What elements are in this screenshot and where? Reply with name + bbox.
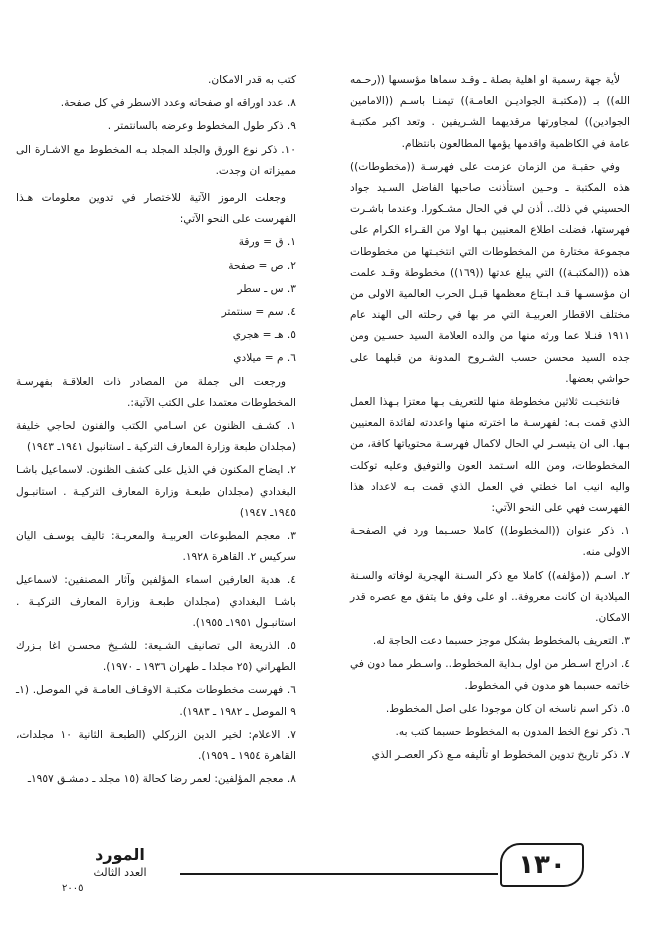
symbol-item: ٦. م = ميلادي	[233, 352, 296, 365]
page-number: ١٣٠	[500, 843, 584, 887]
symbol-item: ٤. سم = سنتمتر	[221, 306, 296, 319]
paragraph-intro: لأية جهة رسمية او اهلية بصلة ـ وقـد سماها مؤسسها ((رحـمه الله)) بـ ((مكتبـة الجواديـن العامـة)) تيمنـا باسـم ((الامامين الجوادين)) لمجاورتها مرقديهما الشـريفين . وتعد اكبر مكتبـة عامة في الكاظمية واقدمها يؤمها المطالعون بانتظام.	[350, 74, 630, 150]
paragraph-selection: فانتخبـت ثلاثين مخطوطة منها للتعريف بـها معتزا بـهذا العمل الذي قمت بـه: لفهرسـة ما اخترته منها واعددته لفائدة المعنيين بـها. الى ان يتيسـر لي الحال لاكمال فهرسـة محتوياتها كافة، من المخطوطات، ومن الله اسـتمد العون والتوفيق وعليه توكلت واليه انيب اما خطتي في العمل الذي قمت بـه لاعداد هذا الفهرست فهي على النحو الآتي:	[350, 396, 630, 515]
paragraph-sources: ورجعت الى جملة من المصادر ذات العلاقـة بفهرسـة المخطوطات معتمدا على الكتب الآتية:.	[16, 375, 296, 409]
paragraph-symbols: وجعلت الرموز الآتية للاختصار في تدوين معلومات هـذا الفهرست على النحو الآتي:	[16, 192, 296, 226]
page-footer	[0, 835, 661, 905]
symbol-item: ١. ق = ورقة	[238, 236, 296, 249]
source-item: ٢. ايضاح المكنون في الذيل على كشف الظنون. لاسماعيل باشـا البغدادي (مجلدان طبعـة وزارة المعارف التركيـة . استانبـول ١٩٤٥ـ ١٩٤٧)	[16, 464, 296, 519]
source-item: ٤. هدية العارفين اسماء المؤلفين وآثار المصنفين: لاسماعيل باشـا البغدادي (مجلدان طبعـة وزارة المعارف التركيـة . استانبـول ١٩٥١ـ ١٩٥٥).	[16, 574, 296, 629]
method-item: ٥. ذكر اسم ناسخه ان كان موجودا على اصل المخطوط.	[385, 702, 630, 715]
journal-year: ٢٠٠٥	[62, 883, 84, 894]
journal-issue: العدد الثالث	[93, 866, 147, 879]
left-column	[16, 70, 296, 793]
method-item: ١. ذكر عنوان ((المخطوط)) كاملا حسـبما ورد في الصفحـة الاولى منه.	[350, 525, 630, 559]
right-column	[350, 70, 630, 769]
method-item: ٦. ذكر نوع الخط المدون به المخطوط حسبما كتب به.	[395, 726, 630, 739]
source-item: ٨. معجم المؤلفين: لعمر رضا كحالة (١٥ مجلد ـ دمشـق ١٩٥٧ـ	[27, 773, 296, 786]
footer-rule	[180, 873, 498, 875]
method-item: ١٠. ذكر نوع الورق والجلد المجلد بـه المخطوط مع الاشـارة الى مميزاته ان وجدت.	[16, 143, 296, 177]
journal-name: المورد	[95, 845, 145, 864]
paragraph-cataloguing: وفي حقبـة من الزمان عزمت على فهرسـة ((مخطوطات)) هذه المكتبة ـ وحـين استأذنت صاحبها الفاضل السـيد جواد الحسيني في ذلك.. أذن لي في الحال مشـكورا. وعندما باشـرت فهرستها، فضلت اطلاع المعنيين بـها اولا من القـراء الكرام على مجموعة مختارة من المخطوطات التي انتخبـتها من مخطوطات هذه ((المكتبـة)) التي يبلغ عدتها ((١٦٩)) مخطوطة وقـد علمت ان مؤسسـها قـد ابـتاع معظمها قبـل الحرب العالمية الاولى من مختلف الاقطار العربيـة التي مر بها في رحلته الى الهند عام ١٩١١ فنـلا عما ورثه منها من والده العلامة السيد حسـين ومن جده السيد محسن حسب الشـروح المدونة من قبلهما على حواشي بعضها.	[350, 160, 630, 385]
source-item: ٦. فهرست مخطوطات مكتبـة الاوقـاف العامـة في الموصل. (١ـ ٩ الموصل ـ ١٩٨٢ ـ ١٩٨٣).	[16, 684, 296, 718]
symbol-item: ٥. هـ = هجري	[232, 329, 296, 342]
symbol-item: ٢. ص = صفحة	[228, 259, 296, 272]
symbol-item: ٣. س ـ سطر	[237, 282, 296, 295]
source-item: ١. كشـف الظنون عن اسـامي الكتب والفنون لحاجي خليفة (مجلدان طبعة وزارة المعارف التركية ـ استانبول ١٩٤١ـ ١٩٤٣)	[16, 420, 296, 454]
source-item: ٣. معجم المطبوعات العربيـة والمعربـة: تاليف يوسـف اليان سركيس ٢. القاهرة ١٩٢٨.	[16, 530, 296, 564]
source-item: ٧. الاعلام: لخير الدين الزركلي (الطبعـة الثانية ١٠ مجلدات، القاهرة ١٩٥٤ ـ ١٩٥٩).	[16, 728, 296, 763]
method-item-continued: كتب به قدر الامكان.	[208, 74, 296, 86]
method-item: ٨. عدد اوراقه او صفحاته وعدد الاسطر في كل صفحة.	[60, 97, 296, 110]
method-item: ٧. ذكر تاريخ تدوين المخطوط او تأليفه مـع ذكر العصـر الذي	[371, 749, 630, 762]
source-item: ٥. الذريعة الى تصانيف الشـيعة: للشـيخ محسـن اغا بـزرك الطهراني (٢٥ مجلدا ـ طهران ١٩٣٦ ـ ١٩٧٠).	[16, 640, 296, 674]
method-item: ٤. ادراج اسـطر من اول بـداية المخطوط.. واسـطر مما دون في خاتمه حسبما هو مدون في المخطوط.	[350, 658, 630, 692]
method-item: ٣. التعريف بالمخطوط بشكل موجز حسبما دعت الحاجة له.	[372, 635, 630, 648]
method-item: ٩. ذكر طول المخطوط وعرضه بالسانتمتر .	[107, 120, 296, 133]
method-item: ٢. اسـم ((مؤلفه)) كاملا مع ذكر السـنة الهجرية لوفاته والسـنة الميلادية ان كانت معروفة.. او على وفق ما يتفق مع عصره قدر الامكان.	[350, 569, 630, 625]
